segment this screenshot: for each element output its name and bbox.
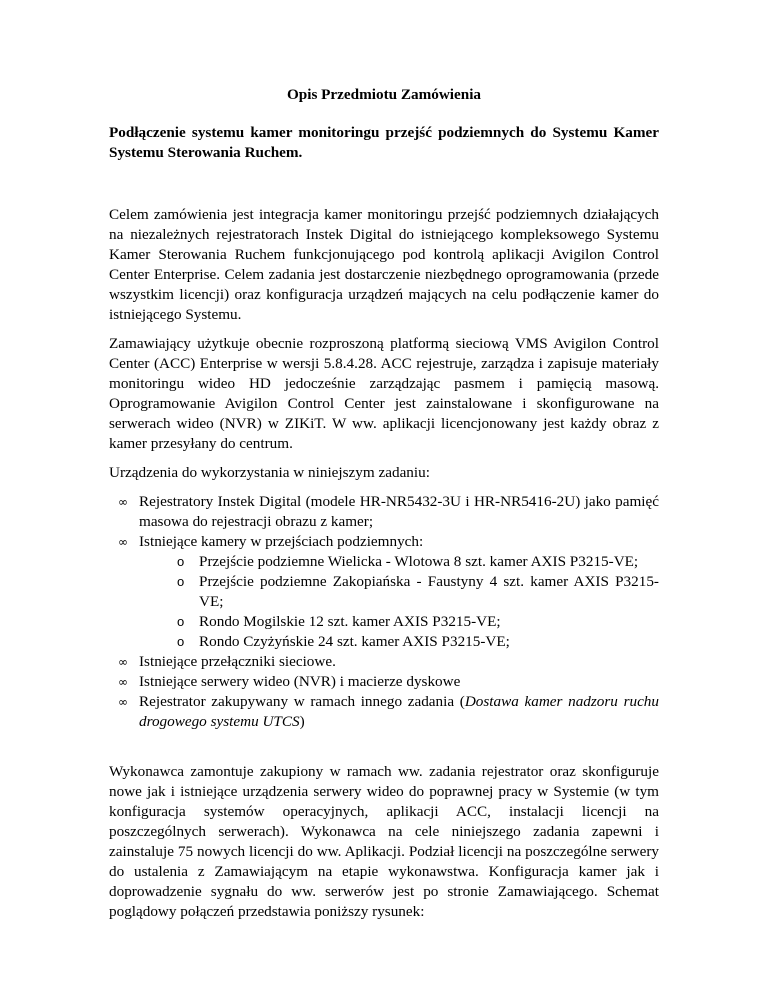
circle-bullet-icon: o [177,554,185,569]
paragraph-contractor: Wykonawca zamontuje zakupiony w ramach ww. zadania rejestrator oraz skonfiguruje nowe jak i istniejące urządzenia serwery wideo do poprawnej pracy w Systemie (w tym konfiguracja systemów operacyjnych, aplikacji ACC, instalacji licencji na poszczególnych serwerach). Wykonawca na cele niniejszego zadania zapewni i zainstaluje 75 nowych licencji do ww. Aplikacji. Podział licencji na poszczególne serwery do ustalenia z Zamawiającym na etapie wykonawstwa. Konfiguracja kamer jak i doprowadzenie sygnału do ww. serwerów jest po stronie Zamawiającego. Schemat poglądowy połączeń przedstawia poniższy rysunek: [109,763,659,920]
document-subtitle: Podłączenie systemu kamer monitoringu przejść podziemnych do Systemu Kamer Systemu Sterowania Ruchem. [109,124,659,161]
document-title: Opis Przedmiotu Zamówienia [286,86,482,103]
sublist-item [139,572,659,612]
paragraph-purpose: Celem zamówienia jest integracja kamer monitoringu przejść podziemnych działających na niezależnych rejestratorach Instek Digital do istniejącego kompleksowego Systemu Kamer Sterowania Ruchem funkcjonującego pod kontrolą aplikacji Avigilon Control Center Enterprise. Celem zadania jest dostarczenie niezbędnego oprogramowania (przede wszystkim licencji) oraz konfiguracja urządzeń mających na celu podłączenie kamer do istniejącego Systemu. [109,206,659,323]
list-item-text: Istniejące kamery w przejściach podziemnych: [139,533,424,550]
infinity-bullet-icon: ∞ [118,495,128,509]
sublist-item-text: Przejście podziemne Zakopiańska - Faustyny 4 szt. kamer AXIS P3215-VE; [199,573,659,610]
sublist-item [139,632,659,652]
circle-bullet-icon: o [177,634,185,649]
list-item-text-suffix: ) [299,713,305,730]
list-item-text-italic: Dostawa kamer nadzoru ruchu drogowego systemu UTCS [139,693,659,730]
sublist-item-text: Rondo Mogilskie 12 szt. kamer AXIS P3215-VE; [199,613,501,630]
sublist-item [139,552,659,572]
list-item-text: Istniejące przełączniki sieciowe. [139,653,336,670]
infinity-bullet-icon: ∞ [118,695,128,709]
circle-bullet-icon: o [177,614,185,629]
list-item-text-prefix: Rejestrator zakupywany w ramach innego zadania ( [139,693,465,710]
list-item [109,492,659,532]
infinity-bullet-icon: ∞ [118,675,128,689]
infinity-bullet-icon: ∞ [118,535,128,549]
sublist-item-text: Rondo Czyżyńskie 24 szt. kamer AXIS P3215-VE; [199,633,510,650]
list-item [109,672,659,692]
list-item-text: Istniejące serwery wideo (NVR) i macierze dyskowe [139,673,461,690]
list-item-text: Rejestratory Instek Digital (modele HR-NR5432-3U i HR-NR5416-2U) jako pamięć masowa do rejestracji obrazu z kamer; [139,493,659,530]
document-content [109,85,659,931]
paragraph-platform: Zamawiający użytkuje obecnie rozproszoną platformą sieciową VMS Avigilon Control Center (ACC) Enterprise w wersji 5.8.4.28. ACC rejestruje, zarządza i zapisuje materiały monitoringu wideo HD jedocześnie zarządzając pasmem i pamięcią masową. Oprogramowanie Avigilon Control Center jest zainstalowane i skonfigurowane na serwerach wideo (NVR) w ZIKiT. W ww. aplikacji licencjonowany jest każdy obraz z kamer przesyłany do centrum. [109,335,659,452]
list-item [109,692,659,732]
circle-bullet-icon: o [177,574,185,589]
cameras-sublist [139,552,659,652]
infinity-bullet-icon: ∞ [118,655,128,669]
sublist-item [139,612,659,632]
devices-list [109,492,659,732]
list-item [109,652,659,672]
devices-heading: Urządzenia do wykorzystania w niniejszym zadaniu: [109,464,430,481]
list-item [109,532,659,652]
sublist-item-text: Przejście podziemne Wielicka - Wlotowa 8 szt. kamer AXIS P3215-VE; [199,553,639,570]
